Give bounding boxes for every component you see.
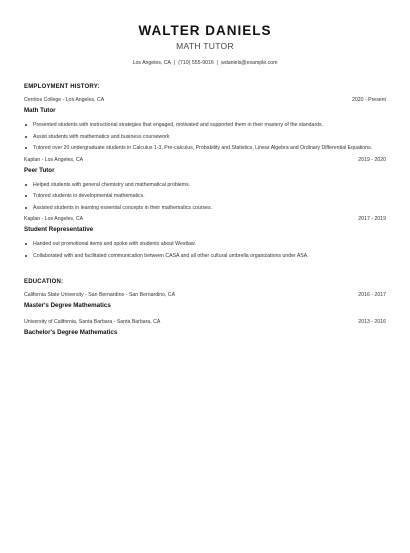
job-bullet: Assist students with mathematics and business coursework: [24, 134, 386, 141]
job-bullet: Helped students with general chemistry and mathematical problems.: [24, 182, 386, 189]
education-entry: [24, 292, 386, 310]
contact-separator: |: [216, 60, 219, 66]
job-role: Student Representative: [24, 226, 94, 233]
education-header: [24, 292, 386, 299]
education-dates: 2016 - 2017: [358, 292, 386, 298]
job-entry: [24, 216, 386, 259]
education-entry: [24, 319, 386, 337]
job-dates: 2019 - 2020: [358, 156, 386, 163]
contact-line: [24, 60, 386, 67]
education-degree: Bachelor's Degree Mathematics: [24, 329, 118, 336]
job-bullet: Collaborated with and facilitated communication between CASA and all other cultural umbrella organizations under ASA.: [24, 253, 386, 260]
job-bullets: [24, 241, 386, 259]
candidate-name: WALTER DANIELS: [138, 23, 272, 38]
job-entry: [24, 97, 386, 152]
education-school: California State University - San Bernardino - San Bernardino, CA: [24, 292, 176, 298]
job-bullet: Presented students with instructional strategies that engaged, motivated and supported them in their mastery of the standards.: [24, 122, 386, 129]
job-bullet: Tutored over 20 undergraduate students in Calculus 1-3, Pre-calculus, Probability and Statistics, Linear Algebra and Ordinary Differential Equations.: [24, 145, 386, 152]
job-employer: Cerritos College - Los Angeles, CA: [24, 97, 105, 103]
education-degree: Master's Degree Mathematics: [24, 302, 111, 309]
job-entry: [24, 157, 386, 212]
contact-email: wdaniels@example.com: [221, 60, 278, 66]
job-role: Math Tutor: [24, 107, 56, 114]
education-heading: EDUCATION:: [24, 279, 64, 285]
job-title: MATH TUTOR: [176, 41, 234, 51]
job-bullets: [24, 182, 386, 212]
job-header: [24, 216, 386, 223]
education-dates: 2013 - 2016: [358, 319, 386, 325]
job-role: Peer Tutor: [24, 166, 55, 174]
job-bullet: Tutored students in developmental mathematics.: [24, 193, 386, 200]
education-header: [24, 319, 386, 326]
job-employer: Kaplan - Los Angeles, CA: [24, 216, 84, 222]
contact-location: Los Angeles, CA: [132, 60, 171, 66]
contact-phone: (710) 555-9016: [178, 60, 214, 66]
employment-heading: EMPLOYMENT HISTORY:: [24, 84, 100, 90]
education-school: University of California, Santa Barbara - Santa Barbara, CA: [24, 319, 161, 325]
job-header: [24, 97, 386, 104]
job-header: [24, 157, 386, 164]
job-bullets: [24, 122, 386, 152]
contact-separator: |: [173, 60, 176, 66]
job-bullet: Assisted students in learning essential concepts in their mathematics courses.: [24, 205, 386, 212]
job-bullet: Handed out promotional items and spoke with students about Westlaw.: [24, 241, 386, 248]
resume-page: [0, 23, 410, 553]
job-employer: Kaplan - Los Angeles, CA: [24, 156, 84, 163]
job-dates: 2020 - Present: [351, 97, 386, 103]
job-dates: 2017 - 2019: [358, 216, 386, 222]
